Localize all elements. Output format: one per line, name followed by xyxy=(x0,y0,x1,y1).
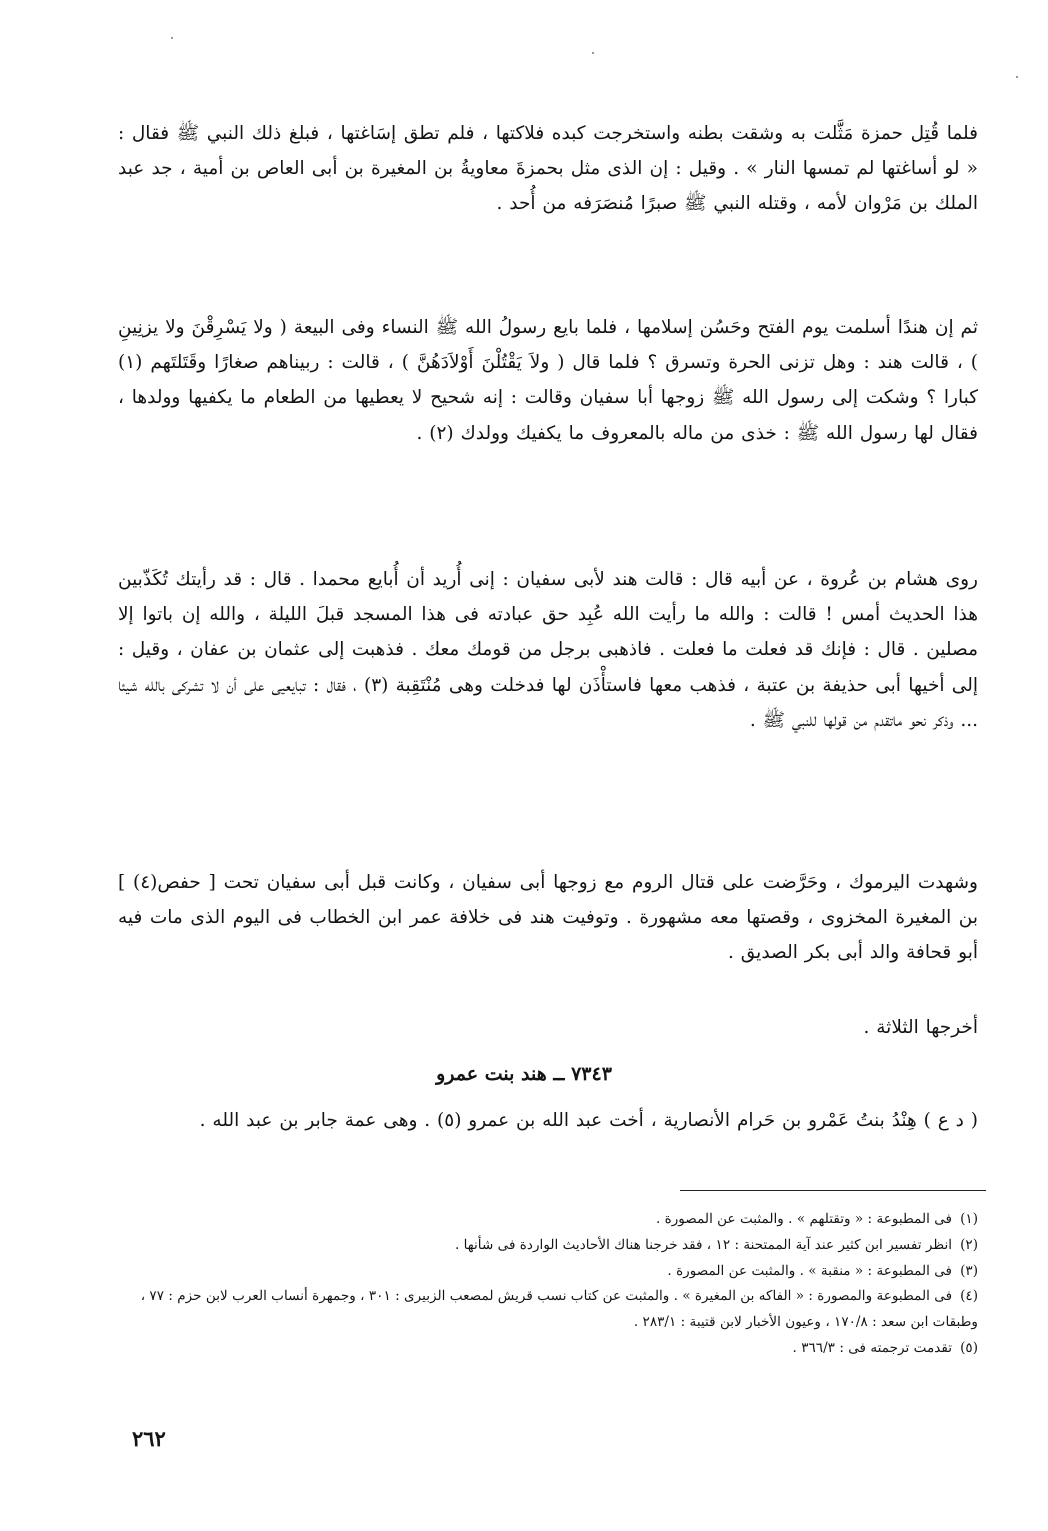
footnote-divider xyxy=(680,1190,986,1191)
entry-paragraph: ( د ع ) هِنْدُ بنتُ عَمْرو بن حَرام الأنصارية ، أخت عبد الله بن عمرو (٥) . وهى عمة جابر بن عبد الله . xyxy=(199,1110,978,1131)
footnote-text: فى المطبوعة : « وتقتلهم » . والمثبت عن المصورة . xyxy=(655,1211,953,1227)
paragraph-hamza: فلما قُتِل حمزة مَثَّلت به وشقت بطنه واستخرجت كبده فلاكتها ، فلم تطق إسَاغتها ، فبلغ ذلك النبي ﷺ فقال : « لو أساغتها لم تمسها النار » . وقيل : إن الذى مثل بحمزةَ معاويةُ بن المغيرة بن أبى العاص بن أمية ، جد عبد الملك بن مَرْوان لأمه ، وقتله النبي ﷺ صبرًا مُنصَرَفه من أُحد . xyxy=(118,123,978,215)
footnote-3 xyxy=(110,1259,978,1285)
scan-speck xyxy=(592,52,594,54)
footnote-text: تقدمت ترجمته فى : ٣٦٦/٣ . xyxy=(792,1339,953,1356)
footnote-number: (٤) xyxy=(960,1288,978,1305)
footnote-number: (٥) xyxy=(960,1339,978,1356)
page-number: ٢٦٢ xyxy=(132,1426,166,1451)
paragraph-yarmouk: وشهدت اليرموك ، وحَرَّضت على قتال الروم مع زوجها أبى سفيان ، وكانت قبل أبى سفيان تحت [ حفص(٤) ] بن المغيرة المخزوى ، وقصتها معه مشهورة . وتوفيت هند فى خلافة عمر ابن الخطاب فى اليوم الذى مات فيه أبو قحافة والد أبى بكر الصديق . xyxy=(118,872,978,964)
footnote-number: (٣) xyxy=(960,1262,978,1279)
scan-speck xyxy=(1016,76,1018,78)
scan-speck xyxy=(171,37,173,39)
paragraph-akhrajaha: أخرجها الثلاثة . xyxy=(863,1017,978,1038)
footnote-text: انظر تفسير ابن كثير عند آية الممتحنة : ١٢ ، فقد خرجنا هناك الأحاديث الواردة فى شأنها . xyxy=(454,1236,953,1253)
footnote-1 xyxy=(110,1207,978,1233)
footnote-text: فى المطبوعة والمصورة : « الفاكه بن المغيرة » . والمثبت عن كتاب نسب قريش لمصعب الزبيرى : ٣٠١ ، وجمهرة أنساب العرب لابن حزم : ٧٧ ، وطبقات ابن سعد : ١٧٠/٨ ، وعيون الأخبار لابن قتيبة : ٢٨٣/١ . xyxy=(140,1288,978,1331)
footnote-2 xyxy=(110,1233,978,1259)
footnote-number: (٢) xyxy=(960,1236,978,1253)
entry-heading: ٧٣٤٣ ــ هند بنت عمرو xyxy=(436,1063,612,1085)
footnote-4 xyxy=(110,1284,978,1336)
paragraph-hisham-narration: روى هشام بن عُروة ، عن أبيه قال : قالت هند لأبى سفيان : إنى أُريد أن أُبايع محمدا . قال : قد رأيتك تُكَذّبين هذا الحديث أمس ! قالت : والله ما رأيت الله عُبِد حق عبادته فى هذا المسجد قبلَ الليلة ، والله إن باتوا إلا مصلين . قال : فإنك قد فعلت ما فعلت . فاذهبى برجل من قومك معك . فذهبت إلى عثمان بن عفان ، وقيل : إلى أخيها أبى حذيفة بن عتبة ، فذهب معها فاستأْذَن لها فدخلت وهى مُنْتَقِبة (٣) ، فقال : تبايعيى على أن لا تشركى بالله شيئا ... وذكر نحو ماتقدم من قولها للنبي ﷺ . xyxy=(118,569,979,731)
footnote-number: (١) xyxy=(960,1211,978,1227)
footnotes xyxy=(110,1207,978,1362)
footnote-text: فى المطبوعة : « منقبة » . والمثبت عن المصورة . xyxy=(667,1262,953,1279)
paragraph-islam-bayah: ثم إن هندًا أسلمت يوم الفتح وحَسُن إسلامها ، فلما بايع رسولُ الله ﷺ النساء وفى البيعة ( ولا يَسْرِقْنَ ولا يزنِينِ ) ، قالت هند : وهل تزنى الحرة وتسرق ؟ فلما قال ( ولاَ يَقْتُلْنَ أَوْلاَدَهُنَّ ) ، قالت : ربيناهم صغارًا وقَتَلتَهم (١) كبارا ؟ وشكت إلى رسول الله ﷺ زوجها أبا سفيان وقالت : إنه شحيح لا يعطيها من الطعام ما يكفيها وولدها ، فقال لها رسول الله ﷺ : خذى من ماله بالمعروف ما يكفيك وولدك (٢) . xyxy=(118,317,978,444)
footnote-5 xyxy=(110,1336,978,1362)
